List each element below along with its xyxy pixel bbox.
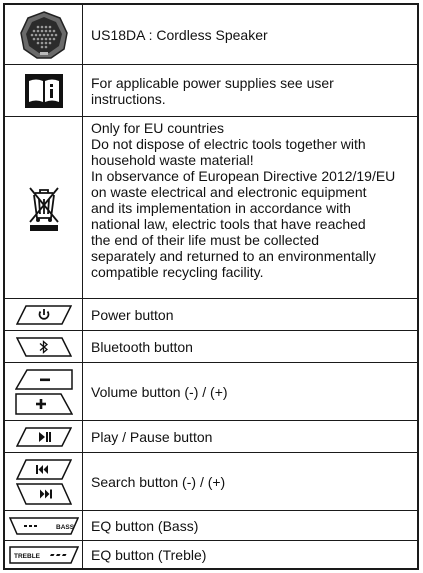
- row-text: [83, 421, 417, 452]
- icon-cell: [5, 65, 83, 116]
- row-text: [83, 65, 417, 116]
- table-row-speaker: [5, 5, 417, 65]
- table-row-search: [5, 453, 417, 511]
- weee-crossed-bin-icon: [26, 184, 62, 232]
- eq-treble-button-icon: [9, 546, 79, 564]
- row-line: national law, electric tools that have reached: [91, 216, 366, 232]
- symbol-table: [3, 3, 419, 570]
- table-row-eq-bass: [5, 511, 417, 541]
- row-text: [83, 453, 417, 510]
- row-text: [83, 5, 417, 64]
- row-line: Only for EU countries: [91, 120, 225, 136]
- icon-cell: [5, 541, 83, 568]
- table-row-weee: [5, 117, 417, 299]
- row-line: compatible recycling facility.: [91, 264, 264, 280]
- manual-info-icon: [24, 73, 64, 109]
- icon-cell: [5, 299, 83, 330]
- power-button-icon: [16, 305, 72, 325]
- eq-bass-icon-text: BASS: [55, 523, 74, 531]
- search-buttons-icon: [16, 459, 72, 505]
- bluetooth-button-icon: [16, 337, 72, 357]
- row-text: [83, 331, 417, 362]
- row-line: In observance of European Directive 2012/19/EU: [91, 168, 396, 184]
- row-line: the end of their life must be collected: [91, 232, 320, 248]
- row-line: Bluetooth button: [91, 338, 193, 355]
- row-line: EQ button (Bass): [91, 517, 199, 534]
- speaker-icon: [18, 9, 70, 61]
- row-text: [83, 299, 417, 330]
- play-pause-button-icon: [16, 427, 72, 447]
- row-text: [83, 511, 417, 540]
- row-line: For applicable power supplies see user: [91, 74, 334, 91]
- icon-cell: [5, 331, 83, 362]
- row-line: Power button: [91, 306, 174, 323]
- row-text: [83, 117, 417, 298]
- eq-bass-button-icon: [9, 517, 79, 535]
- row-line: separately and returned to an environmentally: [91, 248, 376, 264]
- row-line: household waste material!: [91, 152, 254, 168]
- row-line: EQ button (Treble): [91, 546, 207, 563]
- row-line: Volume button (-) / (+): [91, 383, 228, 400]
- row-text: [83, 541, 417, 568]
- table-row-power: [5, 299, 417, 331]
- icon-cell: [5, 511, 83, 540]
- table-row-play-pause: [5, 421, 417, 453]
- volume-buttons-icon: [15, 369, 73, 415]
- icon-cell: [5, 363, 83, 420]
- row-line: instructions.: [91, 90, 166, 107]
- table-row-bluetooth: [5, 331, 417, 363]
- table-row-eq-treble: [5, 541, 417, 568]
- row-line: on waste electrical and electronic equipment: [91, 184, 367, 200]
- row-line: Do not dispose of electric tools together with: [91, 136, 366, 152]
- row-text: [83, 363, 417, 420]
- row-line: Search button (-) / (+): [91, 473, 226, 490]
- icon-cell: [5, 421, 83, 452]
- table-row-volume: [5, 363, 417, 421]
- row-line: and its implementation in accordance with: [91, 200, 351, 216]
- row-line: Play / Pause button: [91, 428, 213, 445]
- table-row-manual: [5, 65, 417, 117]
- icon-cell: [5, 453, 83, 510]
- eq-treble-icon-text: TREBLE: [13, 552, 40, 560]
- icon-cell: [5, 117, 83, 298]
- icon-cell: [5, 5, 83, 64]
- row-line: US18DA : Cordless Speaker: [91, 26, 268, 43]
